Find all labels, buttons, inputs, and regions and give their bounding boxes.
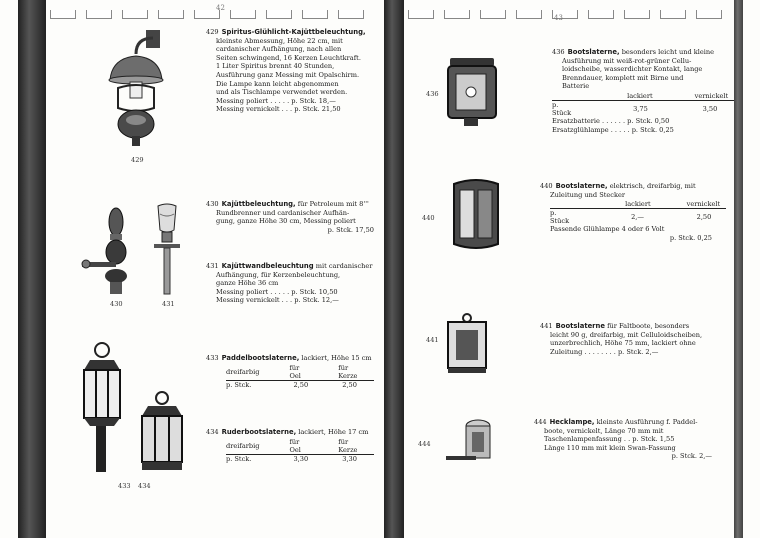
entry-434-line: lackiert, Höhe 17 cm xyxy=(298,428,369,436)
entry-429-line: Seiten schwingend, 16 Kerzen Leuchtkraft. xyxy=(216,53,361,62)
entry-429-price: Messing poliert . . . . . p. Stck. 18,— xyxy=(216,96,336,105)
entry-433-line: lackiert, Höhe 15 cm xyxy=(301,354,372,362)
entry-434-price-table xyxy=(226,438,374,463)
table-header: für Oel xyxy=(265,364,318,381)
entry-441-line: unzerbrechlich, Höhe 75 mm, lackiert ohne xyxy=(550,339,696,348)
entry-429-line: Ausführung ganz Messing mit Opalschirm. xyxy=(216,70,360,79)
caption-434: 434 xyxy=(138,482,151,490)
entry-440-price-table xyxy=(550,200,726,225)
table-cell: 2,50 xyxy=(293,380,309,389)
entry-429-number: 429 xyxy=(206,28,219,36)
page-number: 43 xyxy=(554,14,563,22)
table-header: für Oel xyxy=(265,438,318,455)
electric-boat-lantern-icon xyxy=(450,176,502,252)
table-header: für Kerze xyxy=(318,364,374,381)
entry-440-title: Bootslaterne, xyxy=(555,182,608,190)
entry-433-price-table xyxy=(226,364,374,389)
table-cell: p. Stck. xyxy=(226,380,252,389)
entry-430 xyxy=(206,200,374,234)
entry-429-line: 1 Liter Spiritus brennt 40 Stunden, xyxy=(216,62,335,71)
entry-430-line: Rundbrenner und cardanischer Aufhän- xyxy=(216,208,350,217)
paddle-boat-lantern-icon xyxy=(80,340,128,474)
entry-436-line: Brenndauer, komplett mit Birne und xyxy=(562,73,684,82)
entry-436-line: loidscheibe, wasserdichter Kontakt, lange xyxy=(562,65,703,74)
edge-shadow-right xyxy=(734,0,743,538)
entry-436-price: Ersatzbatterie . . . . . . p. Stck. 0,50 xyxy=(552,116,670,125)
register-tabs-right xyxy=(384,10,760,18)
table-cell: p. Stck. xyxy=(226,454,252,463)
table-cell: 3,50 xyxy=(659,100,734,117)
table-header: lackiert xyxy=(627,91,653,100)
caption-430: 430 xyxy=(110,300,123,308)
caption-429: 429 xyxy=(131,156,144,164)
entry-441-number: 441 xyxy=(540,322,553,330)
battery-boat-lantern-icon xyxy=(444,56,500,128)
entry-440-line: elektrisch, dreifarbig, mit xyxy=(609,182,696,190)
caption-431: 431 xyxy=(162,300,175,308)
entry-434 xyxy=(206,428,374,463)
entry-441 xyxy=(540,322,712,356)
entry-444-line: Taschenlampenfassung . . p. Stck. 1,55 xyxy=(544,435,675,444)
entry-436-line: besonders leicht und kleine xyxy=(621,48,715,56)
entry-429-line: Die Lampe kann leicht abgenommen xyxy=(216,79,339,88)
entry-436-line: Ausführung mit weiß-rot-grüner Cellu- xyxy=(562,56,692,65)
table-header xyxy=(550,200,575,209)
entry-429-line: cardanischer Aufhängung, nach allen xyxy=(216,45,342,54)
folding-boat-lantern-icon xyxy=(444,312,490,374)
entry-431-line: ganze Höhe 36 cm xyxy=(216,279,279,288)
table-cell: 2,50 xyxy=(342,380,357,389)
table-header xyxy=(552,92,577,101)
entry-436-price: Ersatzglühlampe . . . . . p. Stck. 0,25 xyxy=(552,125,674,134)
entry-436-title: Bootslaterne, xyxy=(567,48,620,56)
table-header: vernickelt xyxy=(686,200,721,209)
caption-444: 444 xyxy=(418,440,431,448)
page-number: 42 xyxy=(216,4,225,12)
entry-431-price: Messing vernickelt . . . p. Stck. 12,— xyxy=(216,296,339,305)
table-header: für Kerze xyxy=(318,438,374,455)
entry-440-price: p. Stck. 0,25 xyxy=(669,233,712,242)
entry-429-price: Messing vernickelt . . . p. Stck. 21,50 xyxy=(216,105,341,114)
table-header: lackiert xyxy=(625,200,651,209)
entry-433-number: 433 xyxy=(206,354,219,362)
entry-436-price-table xyxy=(552,92,734,117)
right-catalog-page xyxy=(384,0,760,538)
entry-441-title: Bootslaterne xyxy=(555,322,605,330)
entry-436-line: Batterie xyxy=(562,82,590,91)
entry-429-line: und als Tischlampe verwendet werden. xyxy=(216,88,348,97)
table-cell: p. Stück xyxy=(552,100,577,117)
entry-441-line: leicht 90 g, dreifarbig, mit Celluloidscheiben, xyxy=(550,330,703,339)
entry-444-title: Hecklampe, xyxy=(549,418,595,426)
entry-444-number: 444 xyxy=(534,418,547,426)
table-cell: 3,75 xyxy=(577,100,659,117)
entry-433-title: Paddelbootslaterne, xyxy=(221,354,300,362)
entry-429 xyxy=(206,28,374,114)
entry-431-title: Kajüttwandbeleuchtung xyxy=(221,262,314,270)
table-header: vernickelt xyxy=(694,91,729,100)
entry-431-line: Aufhängung, für Kerzenbeleuchtung, xyxy=(216,270,341,279)
entry-440 xyxy=(540,182,721,242)
entry-430-line: gung, ganze Höhe 30 cm, Messing poliert xyxy=(216,217,356,226)
register-tabs-left xyxy=(0,10,384,18)
hanging-cabin-lamp-icon xyxy=(96,28,176,150)
entry-444-line: kleinste Ausführung f. Paddel- xyxy=(596,418,698,426)
entry-440-extra: Passende Glühlampe 4 oder 6 Volt xyxy=(550,225,665,234)
gimbal-oil-lamp-icon xyxy=(80,206,140,298)
entry-444-line: boote, vernickelt, Länge 70 mm mit xyxy=(544,426,664,435)
entry-431-price: Messing poliert . . . . . p. Stck. 10,50 xyxy=(216,287,338,296)
table-cell: 3,30 xyxy=(293,454,309,463)
entry-430-price: p. Stck. 17,50 xyxy=(327,225,374,234)
entry-436 xyxy=(552,48,729,134)
entry-441-price: Zuleitung . . . . . . . . p. Stck. 2,— xyxy=(550,347,659,356)
table-header: dreifarbig xyxy=(226,364,265,381)
entry-441-line: für Faltboote, besonders xyxy=(607,322,690,330)
stern-lamp-icon xyxy=(444,414,500,470)
entry-430-line: für Petroleum mit 8''' xyxy=(297,200,369,208)
entry-431-line: mit cardanischer xyxy=(315,262,373,270)
table-cell: 2,— xyxy=(575,209,657,226)
caption-440: 440 xyxy=(422,214,435,222)
entry-433 xyxy=(206,354,374,389)
binding-shadow-left xyxy=(18,0,46,538)
table-cell: 3,30 xyxy=(342,454,357,463)
entry-444-price: p. Stck. 2,— xyxy=(671,452,712,461)
entry-429-title: Spiritus-Glühlicht-Kajüttbeleuchtung, xyxy=(221,28,366,36)
entry-444-line: Länge 110 mm mit klein Swan-Fassung xyxy=(544,443,676,452)
entry-434-number: 434 xyxy=(206,428,219,436)
caption-436: 436 xyxy=(426,90,439,98)
entry-444 xyxy=(534,418,712,461)
table-cell: 2,50 xyxy=(657,209,726,226)
entry-440-line: Zuleitung und Stecker xyxy=(550,190,626,199)
entry-431-number: 431 xyxy=(206,262,219,270)
entry-434-title: Ruderbootslaterne, xyxy=(221,428,297,436)
candle-wall-lamp-icon xyxy=(152,202,182,298)
table-cell: p. Stück xyxy=(550,209,575,226)
entry-430-number: 430 xyxy=(206,200,219,208)
entry-430-title: Kajüttbeleuchtung, xyxy=(221,200,296,208)
binding-shadow-right xyxy=(384,0,404,538)
caption-441: 441 xyxy=(426,336,439,344)
entry-429-line: kleinste Abmessung, Höhe 22 cm, mit xyxy=(216,36,343,45)
caption-433: 433 xyxy=(118,482,131,490)
entry-436-number: 436 xyxy=(552,48,565,56)
entry-431 xyxy=(206,262,374,305)
entry-440-number: 440 xyxy=(540,182,553,190)
table-header: dreifarbig xyxy=(226,438,265,455)
rowing-boat-lantern-icon xyxy=(140,390,188,474)
